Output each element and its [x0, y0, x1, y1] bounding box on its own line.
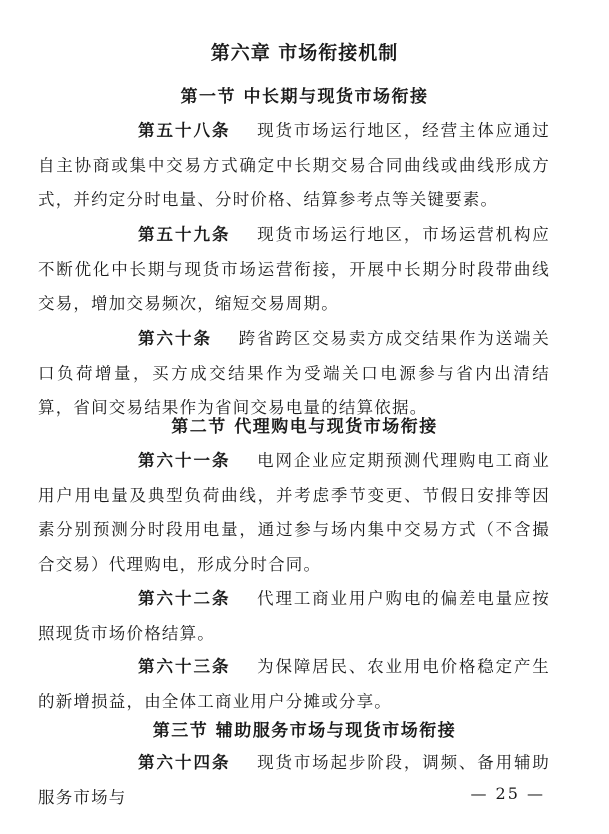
article-text: 现货市场运行地区，经营主体应通过自主协商或集中交易方式确定中长期交易合同曲线或曲线形成方式，并约定分时电量、分时价格、结算参考点等关键要素。: [38, 121, 550, 209]
article-text: 代理工商业用户购电的偏差电量应按照现货市场价格结算。: [38, 589, 550, 643]
article-text: 为保障居民、农业用电价格稳定产生的新增损益，由全体工商业用户分摊或分享。: [38, 657, 550, 711]
article-text: 现货市场起步阶段，调频、备用辅助服务市场与: [38, 753, 550, 807]
section-title-1: 第一节 中长期与现货市场衔接: [180, 87, 429, 107]
article-58: [38, 114, 550, 218]
article-62: [38, 582, 550, 651]
chapter-title: 第六章 市场衔接机制: [210, 42, 399, 64]
article-lead: 第六十三条: [138, 657, 231, 676]
section-title-2: 第二节 代理购电与现货市场衔接: [171, 417, 438, 437]
article-64: [38, 746, 550, 815]
article-text: 跨省跨区交易卖方成交结果作为送端关口负荷增量，买方成交结果作为受端关口电源参与省内出清结算，省间交易结果作为省间交易电量的结算依据。: [38, 329, 550, 417]
article-63: [38, 650, 550, 719]
article-lead: 第六十四条: [138, 753, 231, 772]
article-61: [38, 444, 550, 582]
article-lead: 第五十九条: [138, 225, 231, 244]
section-title-3: 第三节 辅助服务市场与现货市场衔接: [152, 721, 457, 741]
article-text: 电网企业应定期预测代理购电工商业用户用电量及典型负荷曲线，并考虑季节变更、节假日安排等因素分别预测分时段用电量，通过参与场内集中交易方式（不含撮合交易）代理购电，形成分时合同。: [38, 451, 550, 574]
article-lead: 第六十一条: [138, 451, 231, 470]
page-number: — 25 —: [470, 784, 545, 803]
article-lead: 第五十八条: [138, 121, 231, 140]
article-60: [38, 322, 550, 426]
article-lead: 第六十二条: [138, 589, 231, 608]
article-59: [38, 218, 550, 322]
article-text: 现货市场运行地区，市场运营机构应不断优化中长期与现货市场运营衔接，开展中长期分时段带曲线交易，增加交易频次，缩短交易周期。: [38, 225, 550, 313]
article-lead: 第六十条: [138, 329, 212, 348]
